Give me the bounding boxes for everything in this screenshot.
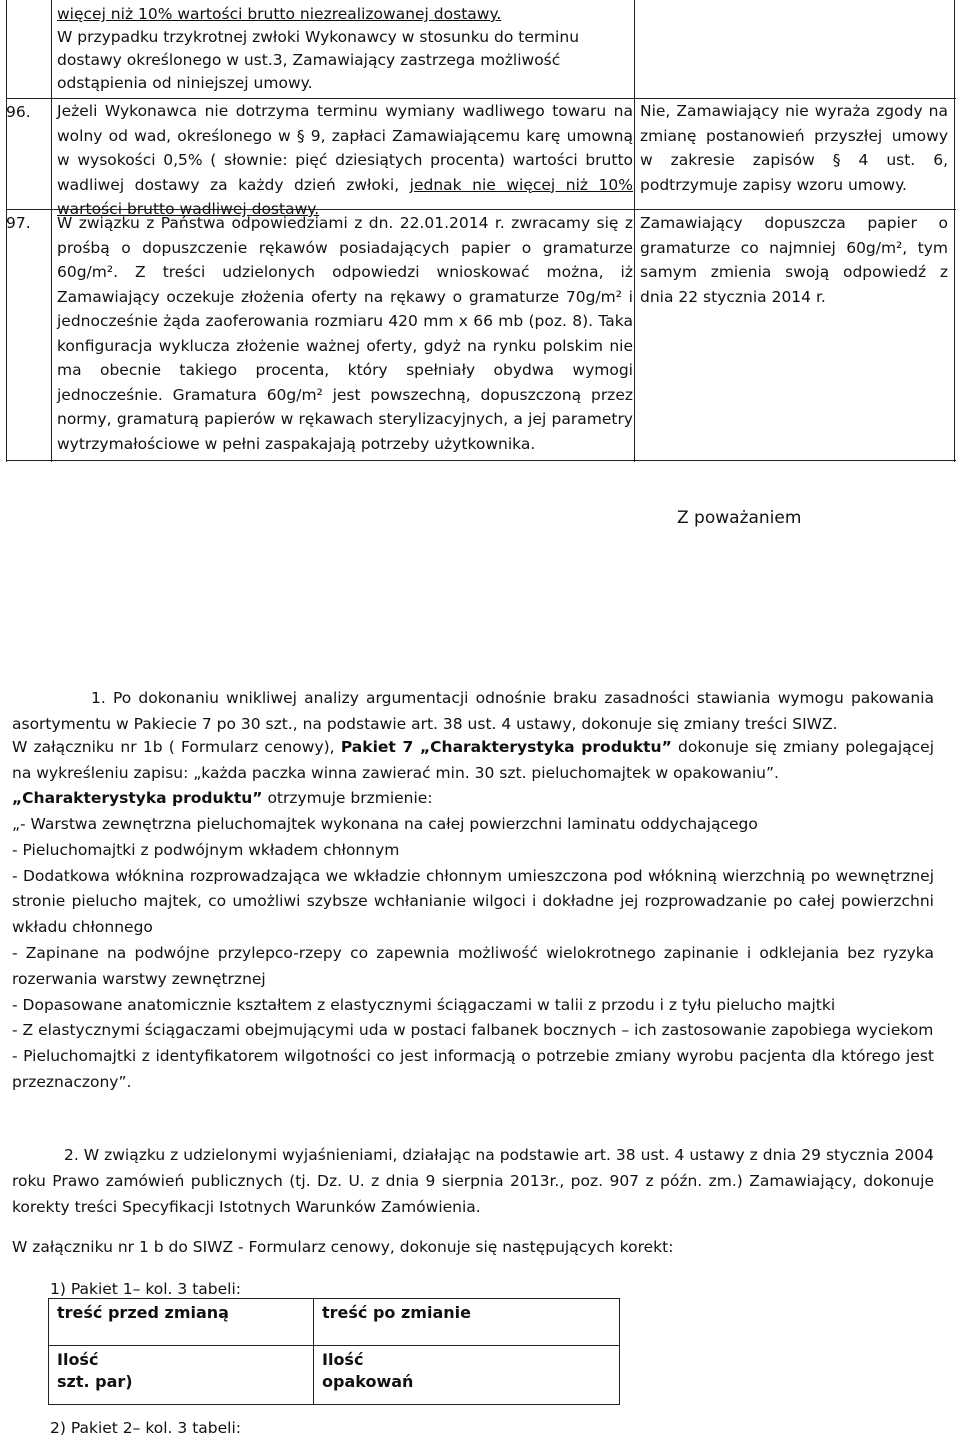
- row96-answer: Nie, Zamawiający nie wyraża zgody na zmianę postanowień przyszłej umowy w zakresie zapisów § 4 ust. 6, podtrzymuje zapisy wzoru umowy.: [640, 102, 948, 194]
- table-border-bottom: [6, 460, 956, 461]
- cell-before: [49, 1346, 314, 1405]
- table-row: [49, 1299, 620, 1346]
- questions-table: [6, 0, 956, 462]
- prev-row-line: odstąpienia od niniejszej umowy.: [57, 74, 313, 92]
- pakiet2-label: 2) Pakiet 2– kol. 3 tabeli:: [50, 1419, 241, 1437]
- table-divider-number: [51, 0, 52, 462]
- list-item: „- Warstwa zewnętrzna pieluchomajtek wykonana na całej powierzchni laminatu oddychającego: [12, 815, 758, 833]
- prev-row-line: W przypadku trzykrotnej zwłoki Wykonawcy w stosunku do terminu: [57, 28, 580, 46]
- prev-row-line: więcej niż 10% wartości brutto niezrealizowanej dostawy.: [57, 5, 502, 23]
- list-item: - Pieluchomajtki z identyfikatorem wilgotności co jest informacją o potrzebie zmiany wyrobu pacjenta dla którego jest przeznaczony”.: [12, 1047, 934, 1091]
- pakiet1-label: 1) Pakiet 1– kol. 3 tabeli:: [50, 1280, 241, 1298]
- header-before: treść przed zmianą: [49, 1299, 314, 1346]
- cell-line: Ilość: [57, 1350, 99, 1369]
- characteristics-list: [12, 812, 934, 1096]
- characteristics-heading: „Charakterystyka produktu”: [12, 789, 263, 807]
- list-item: - Zapinane na podwójne przylepco-rzepy co zapewnia możliwość wielokrotnego zapinanie i odklejania bez ryzyka rozerwania warstwy zewnętrznej: [12, 943, 934, 988]
- prev-row-text: [57, 3, 633, 95]
- attachment-line: W załączniku nr 1 b do SIWZ - Formularz cenowy, dokonuje się następujących korekt:: [12, 1238, 674, 1256]
- cell-line: opakowań: [322, 1372, 414, 1391]
- characteristics-heading-rest: otrzymuje brzmienie:: [267, 789, 433, 807]
- row-number: 97.: [6, 214, 31, 232]
- list-item: - Dopasowane anatomicznie kształtem z elastycznymi ściągaczami w talii z przodu i z tyłu pielucho majtki: [12, 995, 836, 1014]
- row-number: 96.: [6, 103, 31, 121]
- change-bold-text: Pakiet 7 „Charakterystyka produktu”: [340, 738, 672, 756]
- change-text: W załączniku nr 1b ( Formularz cenowy),: [12, 738, 335, 756]
- list-item: - Z elastycznymi ściągaczami obejmującymi uda w postaci falbanek bocznych – ich zastosowanie zapobiega wyciekom: [12, 1021, 934, 1040]
- prev-row-line: dostawy określonego w ust.3, Zamawiający zastrzega możliwość: [57, 51, 561, 69]
- list-item: - Dodatkowa włóknina rozprowadzająca we wkładzie chłonnym umieszczona pod włókniną wierzchnią po wewnętrznej stronie pielucho majtek, co umożliwi szybsze wchłanianie wilgoci i dokładne jej rozprowadzanie po całej powierzchni wkładu chłonnego: [12, 866, 934, 937]
- change-text: dokonuje się zmiany polegającej na wykreśleniu zapisu: „każda paczka winna zawierać min. 30 szt. pieluchomajtek w opakowaniu”.: [12, 738, 935, 782]
- list-item: - Pieluchomajtki z podwójnym wkładem chłonnym: [12, 840, 400, 859]
- closing-salutation: Z poważaniem: [677, 508, 802, 528]
- cell-line: Ilość: [322, 1350, 364, 1369]
- section1-heading-line: [12, 786, 934, 812]
- row97-answer: Zamawiający dopuszcza papier o gramaturze co najmniej 60g/m², tym samym zmienia swoją odpowiedź z dnia 22 stycznia 2014 r.: [640, 214, 948, 306]
- table-border-right: [954, 0, 955, 462]
- table-divider-answer: [634, 0, 635, 462]
- section1-intro: 1. Po dokonaniu wnikliwej analizy argumentacji odnośnie braku zasadności stawiania wymogu pakowania asortymentu w Pakiecie 7 po 30 szt., na podstawie art. 38 ust. 4 ustawy, dokonuje się zmiany treści SIWZ.: [12, 689, 934, 733]
- section1-change-line: [12, 735, 934, 787]
- section2-text: 2. W związku z udzielonymi wyjaśnieniami, działając na podstawie art. 38 ust. 4 ustawy z dnia 29 stycznia 2004 roku Prawo zamówień publicznych (tj. Dz. U. z dnia 9 sierpnia 2013r., poz. 907 z późn. zm.) Zamawiający, dokonuje korekty treści Specyfikacji Istotnych Warunków Zamówienia.: [12, 1146, 934, 1216]
- row97-question: W związku z Państwa odpowiedziami z dn. 22.01.2014 r. zwracamy się z prośbą o dopuszczenie rękawów posiadających papier o gramaturze 60g/m². Z treści udzielonych odpowiedzi wnioskować można, iż Zamawiający oczekuje złożenia oferty na rękawy o gramaturze 70g/m² i jednocześnie żąda zaoferowania rozmiaru 420 mm x 66 mb (poz. 8). Taka konfiguracja wyklucza złożenie ważnej oferty, gdyż na rynku polskim nie ma obecnie takiego procenta, który spełniały obydwa wymogi jednocześnie. Gramatura 60g/m² jest powszechną, dopuszczoną przez normy, gramaturą papierów w rękawach sterylizacyjnych, a jej parametry wytrzymałościowe w pełni zaspakajają potrzeby użytkownika.: [57, 214, 633, 453]
- header-after: treść po zmianie: [314, 1299, 620, 1346]
- cell-line: szt. par): [57, 1372, 133, 1391]
- table-row: [49, 1346, 620, 1405]
- pakiet1-table: [48, 1298, 620, 1405]
- cell-after: [314, 1346, 620, 1405]
- question-underlined-text: jednak nie więcej niż 10% wartości brutto wadliwej dostawy.: [57, 175, 633, 218]
- row96-question: [57, 99, 633, 222]
- question-text: Jeżeli Wykonawca nie dotrzyma terminu wymiany wadliwego towaru na wolny od wad, określonego w § 9, zapłaci Zamawiającemu karę umowną w wysokości 0,5% ( słownie: pięć dziesiątych procenta) wartości brutto wadliwej dostawy za każdy dzień zwłoki,: [57, 102, 633, 194]
